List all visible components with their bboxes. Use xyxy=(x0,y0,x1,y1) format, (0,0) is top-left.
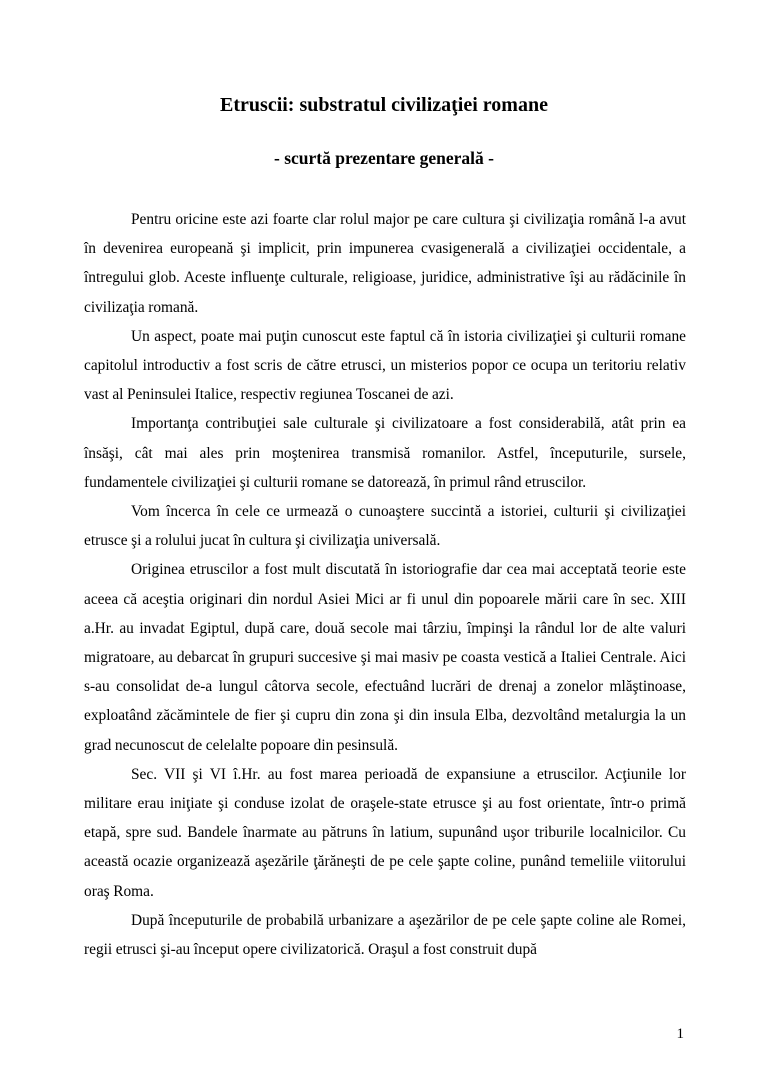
paragraph: Pentru oricine este azi foarte clar rolul major pe care cultura şi civilizaţia română l-a avut în devenirea europeană şi implicit, prin impunerea cvasigenerală a civilizaţiei occidentale, a întregului glob. Aceste influenţe culturale, religioase, juridice, administrative îşi au rădăcinile în civilizaţia romană. xyxy=(84,211,686,316)
paragraph: Vom încerca în cele ce urmează o cunoaştere succintă a istoriei, culturii şi civilizaţiei etrusce şi a rolului jucat în cultura şi civilizaţia universală. xyxy=(84,503,686,550)
paragraph: Sec. VII şi VI î.Hr. au fost marea perioadă de expansiune a etruscilor. Acţiunile lor militare erau iniţiate şi conduse izolat de oraşele-state etrusce şi au fost orientate, într-o primă etapă, spre sud. Bandele înarmate au pătruns în latium, supunând uşor triburile localnicilor. Cu această ocazie organizează aşezările ţărăneşti de pe cele şapte coline, punând temeliile viitorului oraş Roma. xyxy=(84,765,686,900)
paragraph: După începuturile de probabilă urbanizare a aşezărilor de pe cele şapte coline ale Romei, regii etrusci şi-au început opere civilizatorică. Oraşul a fost construit după xyxy=(84,911,686,959)
document-subtitle: - scurtă prezentare generală - xyxy=(274,148,494,168)
document-title: Etruscii: substratul civilizaţiei romane xyxy=(220,94,548,116)
page-number: 1 xyxy=(676,1026,684,1042)
paragraph: Originea etruscilor a fost mult discutată în istoriografie dar cea mai acceptată teorie este aceea că aceştia originari din nordul Asiei Mici ar fi unul din popoarele mării care în sec. XIII a.Hr. au invadat Egiptul, după care, două secole mai târziu, împinşi la rândul lor de alte valuri migratoare, au debarcat în grupuri succesive şi mai masiv pe coasta vestică a Italiei Centrale. Aici s-au consolidat de-a lungul câtorva secole, efectuând lucrări de drenaj a zonelor mlăştinoase, exploatând zăcămintele de fier şi cupru din zona şi din insula Elba, dezvoltând metalurgia la un grad necunoscut de celelalte popoare din pesinsulă. xyxy=(84,561,686,754)
paragraph: Un aspect, poate mai puţin cunoscut este faptul că în istoria civilizaţiei şi culturii romane capitolul introductiv a fost scris de către etrusci, un misterios popor ce ocupa un teritoriu relativ vast al Peninsulei Italice, respectiv regiunea Toscanei de azi. xyxy=(84,327,686,404)
paragraph: Importanţa contribuţiei sale culturale şi civilizatoare a fost considerabilă, atât prin ea însăşi, cât mai ales prin moştenirea transmisă romanilor. Astfel, începuturile, sursele, fundamentele civilizaţiei şi culturii romane se datorează, în primul rând etruscilor. xyxy=(84,415,686,491)
document-body xyxy=(84,205,686,964)
